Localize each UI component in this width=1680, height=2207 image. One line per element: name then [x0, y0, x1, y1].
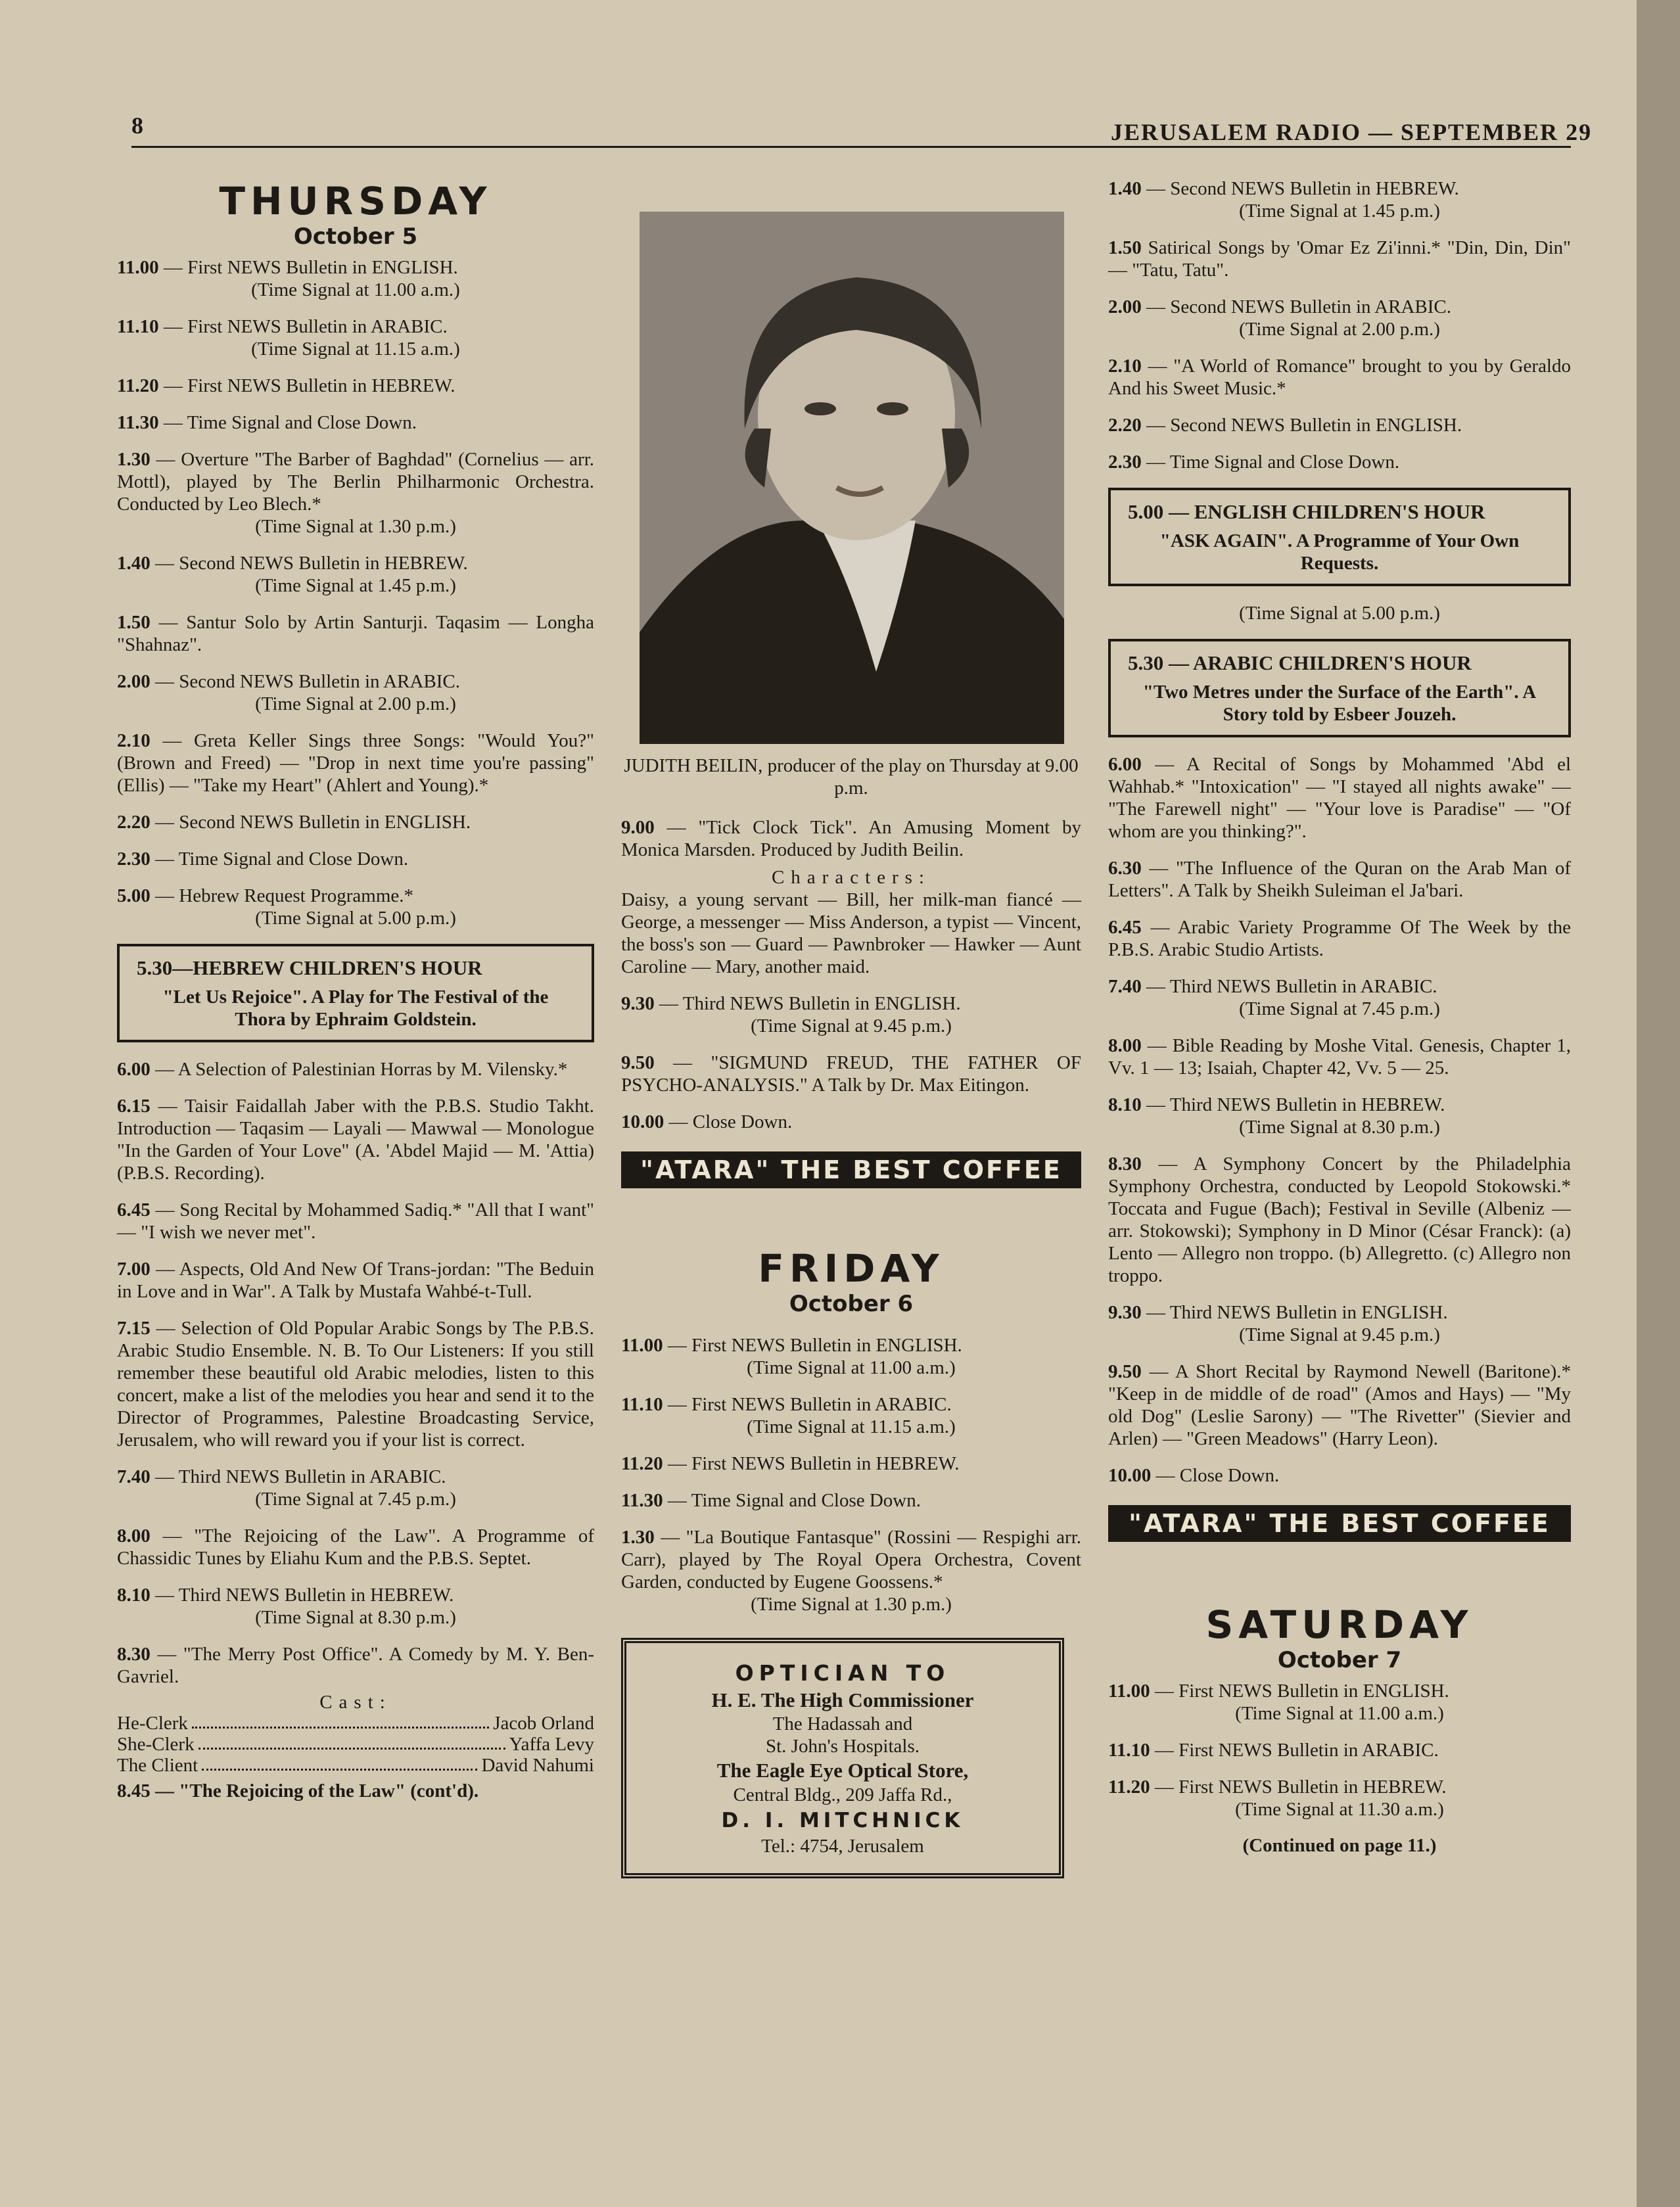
schedule-item	[117, 1258, 594, 1303]
schedule-text: — "The Merry Post Office". A Comedy by M. Y. Ben-Gavriel.	[117, 1644, 594, 1687]
day-date-thursday: October 5	[293, 223, 418, 250]
box-title: 5.30 — ARABIC CHILDREN'S HOUR	[1128, 651, 1472, 674]
thursday-schedule-evening	[117, 1058, 594, 1688]
schedule-time: 8.45	[117, 1780, 151, 1801]
schedule-signal: (Time Signal at 9.45 p.m.)	[1239, 1324, 1440, 1345]
schedule-text: — Third NEWS Bulletin in HEBREW.	[1146, 1094, 1445, 1115]
day-title-thursday: THURSDAY	[219, 179, 492, 223]
schedule-time: 6.00	[117, 1059, 151, 1080]
schedule-item	[1108, 414, 1571, 436]
thursday-schedule-continued	[621, 816, 1081, 861]
schedule-time: 1.40	[117, 553, 151, 574]
schedule-item	[117, 811, 594, 833]
running-title: JERUSALEM RADIO — SEPTEMBER 29	[1111, 119, 1593, 145]
box-body: "ASK AGAIN". A Programme of Your Own Requests.	[1159, 530, 1520, 574]
atara-coffee-ad: "ATARA" THE BEST COFFEE	[1108, 1505, 1571, 1542]
schedule-text: — Second NEWS Bulletin in HEBREW.	[1146, 178, 1459, 199]
page-number: 8	[131, 112, 143, 139]
schedule-text: — A Symphony Concert by the Philadelphia Symphony Orchestra, conducted by Leopold Stokowski.* Toccata and Fugue (Bach); Festival in Seville (Albeniz — arr. Stokowski); Symphony in D Minor (César Franck): (a) Lento — Allegro non troppo. (b) Allegretto. (c) Allegro non troppo.	[1108, 1153, 1572, 1286]
schedule-text: — Bible Reading by Moshe Vital. Genesis, Chapter 1, Vv. 1 — 13; Isaiah, Chapter 42, Vv. 5 — 25.	[1108, 1035, 1572, 1079]
schedule-text: — Third NEWS Bulletin in ENGLISH.	[659, 993, 961, 1014]
schedule-time: 8.10	[1108, 1094, 1142, 1115]
time-signal	[1108, 602, 1571, 624]
schedule-item	[117, 375, 594, 397]
thursday-schedule-late	[621, 992, 1081, 1133]
schedule-item	[117, 411, 594, 434]
schedule-text: — First NEWS Bulletin in ENGLISH.	[667, 1335, 962, 1356]
schedule-item	[621, 1526, 1081, 1615]
schedule-item	[1108, 1034, 1571, 1079]
schedule-text: — First NEWS Bulletin in HEBREW.	[667, 1453, 960, 1474]
schedule-time: 5.00	[117, 885, 151, 906]
continued-note: (Continued on page 11.)	[1242, 1835, 1437, 1856]
schedule-text: — First NEWS Bulletin in ARABIC.	[163, 316, 448, 337]
schedule-text: — Taisir Faidallah Jaber with the P.B.S. Studio Takht. Introduction — Taqasim — Layali — Mawwal — Monologue "In the Garden of Your Love" (A. 'Abdel Majid — M. 'Attia) (P.B.S. Recording).	[117, 1096, 595, 1184]
schedule-item	[117, 1466, 594, 1510]
schedule-text: — "A World of Romance" brought to you by Geraldo And his Sweet Music.*	[1108, 356, 1571, 399]
schedule-time: 1.40	[1108, 178, 1142, 199]
schedule-item	[117, 1584, 594, 1629]
schedule-time: 8.30	[1108, 1153, 1142, 1174]
schedule-time: 11.00	[621, 1335, 663, 1356]
schedule-time: 8.00	[117, 1525, 151, 1546]
schedule-text: — "Tick Clock Tick". An Amusing Moment by Monica Marsden. Produced by Judith Beilin.	[621, 817, 1081, 860]
cast-row	[117, 1713, 594, 1734]
schedule-text: — "The Influence of the Quran on the Arab Man of Letters". A Talk by Sheikh Suleiman el Ja'bari.	[1108, 858, 1571, 901]
optician-line: The Hadassah and	[772, 1713, 913, 1734]
cast-role: The Client	[117, 1755, 198, 1776]
schedule-text: — First NEWS Bulletin in ENGLISH.	[163, 257, 458, 278]
friday-schedule-afternoon	[1108, 177, 1571, 473]
optician-ad	[621, 1638, 1064, 1878]
hebrew-childrens-hour-box	[117, 944, 594, 1042]
schedule-text: — Third NEWS Bulletin in ENGLISH.	[1146, 1302, 1448, 1323]
schedule-signal: (Time Signal at 11.30 a.m.)	[1235, 1799, 1444, 1820]
schedule-item	[117, 315, 594, 360]
schedule-item	[117, 1780, 594, 1802]
characters-list: Daisy, a young servant — Bill, her milk-man fiancé — George, a messenger — Miss Anderson, a typist — Vincent, the boss's son — Guard — Pawnbroker — Hawker — Aunt Caroline — Mary, another maid.	[621, 889, 1081, 977]
optician-line: Central Bldg., 209 Jaffa Rd.,	[733, 1784, 952, 1805]
schedule-item	[117, 1095, 594, 1184]
dot-leader	[202, 1755, 477, 1771]
box-body: "Two Metres under the Surface of the Earth". A Story told by Esbeer Jouzeh.	[1142, 682, 1537, 725]
schedule-text: — Time Signal and Close Down.	[667, 1490, 921, 1511]
schedule-text: — Third NEWS Bulletin in ARABIC.	[155, 1466, 446, 1487]
schedule-item	[117, 730, 594, 797]
schedule-time: 8.10	[117, 1585, 151, 1606]
schedule-item	[1108, 177, 1571, 222]
schedule-text: — Third NEWS Bulletin in HEBREW.	[155, 1585, 454, 1606]
schedule-text: — Time Signal and Close Down.	[155, 848, 409, 870]
schedule-text: — Third NEWS Bulletin in ARABIC.	[1146, 976, 1437, 997]
schedule-text: Satirical Songs by 'Omar Ez Zi'inni.* "Din, Din, Din" — "Tatu, Tatu".	[1108, 237, 1572, 281]
schedule-signal: (Time Signal at 11.00 a.m.)	[1235, 1703, 1444, 1724]
cast-role: He-Clerk	[117, 1713, 188, 1734]
schedule-signal: (Time Signal at 11.00 a.m.)	[251, 279, 460, 300]
schedule-time: 11.00	[1108, 1681, 1150, 1702]
box-body: "Let Us Rejoice". A Play for The Festival of the Thora by Ephraim Goldstein.	[162, 987, 549, 1030]
schedule-signal: (Time Signal at 11.00 a.m.)	[747, 1357, 956, 1378]
schedule-text: — Hebrew Request Programme.*	[155, 885, 414, 906]
schedule-time: 2.00	[1108, 296, 1142, 317]
schedule-text: — Overture "The Barber of Baghdad" (Cornelius — arr. Mottl), played by The Berlin Philharmonic Orchestra. Conducted by Leo Blech.*	[117, 449, 594, 515]
schedule-signal: (Time Signal at 5.00 p.m.)	[1239, 603, 1440, 624]
schedule-time: 9.30	[621, 993, 655, 1014]
schedule-item	[1108, 1464, 1571, 1487]
schedule-time: 6.15	[117, 1096, 151, 1117]
schedule-item	[117, 552, 594, 597]
header-rule	[131, 146, 1571, 148]
arabic-childrens-hour-box	[1108, 639, 1571, 737]
schedule-time: 8.30	[117, 1644, 151, 1665]
schedule-time: 10.00	[621, 1111, 665, 1132]
schedule-time: 7.40	[1108, 976, 1142, 997]
friday-schedule	[621, 1334, 1081, 1615]
schedule-item	[1108, 296, 1571, 340]
cast-actor: Yaffa Levy	[509, 1734, 594, 1755]
day-title-friday: FRIDAY	[758, 1246, 945, 1291]
schedule-item	[1108, 1153, 1571, 1287]
schedule-item	[1108, 355, 1571, 400]
schedule-signal: (Time Signal at 11.15 a.m.)	[747, 1416, 956, 1437]
thursday-column	[117, 177, 594, 1817]
schedule-item	[1108, 1680, 1571, 1725]
cast-role: She-Clerk	[117, 1734, 195, 1755]
schedule-item	[117, 848, 594, 870]
schedule-text: — A Short Recital by Raymond Newell (Baritone).* "Keep in de middle of de road" (Amos and Hays) — "My old Dog" (Leslie Sarony) — "The Rivetter" (Sievier and Arlen) — "Green Meadows" (Harry Leon).	[1108, 1361, 1571, 1449]
schedule-item	[117, 1317, 594, 1451]
schedule-signal: (Time Signal at 7.45 p.m.)	[1239, 998, 1440, 1019]
english-childrens-hour-box	[1108, 488, 1571, 586]
optician-line: D. I. MITCHNICK	[721, 1809, 964, 1832]
schedule-signal: (Time Signal at 7.45 p.m.)	[255, 1489, 456, 1510]
schedule-item	[1108, 1094, 1571, 1138]
schedule-time: 11.30	[117, 412, 159, 433]
schedule-time: 11.10	[117, 316, 159, 337]
middle-column	[621, 177, 1081, 1878]
schedule-text: — "SIGMUND FREUD, THE FATHER OF PSYCHO-ANALYSIS." A Talk by Dr. Max Eitingon.	[621, 1052, 1082, 1096]
schedule-text: — Santur Solo by Artin Santurji. Taqasim — Longha "Shahnaz".	[117, 612, 594, 655]
page-edge	[1637, 0, 1680, 2207]
schedule-item	[1108, 1301, 1571, 1346]
schedule-text: — First NEWS Bulletin in ARABIC.	[667, 1394, 952, 1415]
schedule-time: 6.00	[1108, 754, 1142, 775]
schedule-time: 6.30	[1108, 858, 1142, 879]
schedule-time: 7.40	[117, 1466, 151, 1487]
schedule-text: — Second NEWS Bulletin in HEBREW.	[155, 553, 468, 574]
schedule-text: — Selection of Old Popular Arabic Songs by The P.B.S. Arabic Studio Ensemble. N. B. To Our Listeners: If you still remember these beautiful old Arabic melodies, listen to this concert, make a list of the melodies you hear and send it to the Director of Programmes, Palestine Broadcasting Service, Jerusalem, who will reward you if your list is correct.	[117, 1318, 594, 1451]
schedule-text: — Time Signal and Close Down.	[163, 412, 417, 433]
dot-leader	[198, 1734, 505, 1750]
schedule-text: — "The Rejoicing of the Law" (cont'd).	[155, 1780, 479, 1801]
schedule-signal: (Time Signal at 11.15 a.m.)	[251, 338, 460, 360]
schedule-text: — Time Signal and Close Down.	[1146, 452, 1400, 473]
schedule-item	[117, 256, 594, 301]
schedule-signal: (Time Signal at 1.30 p.m.)	[751, 1594, 952, 1615]
schedule-text: — First NEWS Bulletin in HEBREW.	[163, 375, 455, 396]
schedule-item	[1108, 857, 1571, 902]
schedule-text: — Second NEWS Bulletin in ARABIC.	[155, 671, 460, 692]
schedule-item	[117, 611, 594, 656]
schedule-time: 1.30	[117, 449, 151, 470]
schedule-time: 2.30	[117, 848, 151, 870]
schedule-text: — Second NEWS Bulletin in ENGLISH.	[155, 812, 471, 833]
optician-line: St. John's Hospitals.	[765, 1736, 920, 1757]
optician-line: H. E. The High Commissioner	[711, 1688, 974, 1711]
schedule-item	[1108, 1739, 1571, 1761]
schedule-time: 8.00	[1108, 1035, 1142, 1056]
schedule-text: — Greta Keller Sings three Songs: "Would You?" (Brown and Freed) — "Drop in next time you're passing" (Ellis) — "Take my Heart" (Ahlert and Young).*	[117, 730, 594, 796]
cast-list	[117, 1713, 594, 1776]
photo-caption: JUDITH BEILIN, producer of the play on Thursday at 9.00 p.m.	[624, 755, 1079, 799]
optician-line: OPTICIAN TO	[735, 1660, 950, 1686]
schedule-time: 1.50	[1108, 237, 1142, 258]
schedule-signal: (Time Signal at 1.30 p.m.)	[255, 516, 456, 537]
schedule-signal: (Time Signal at 8.30 p.m.)	[255, 1607, 456, 1628]
schedule-item	[621, 992, 1081, 1037]
atara-coffee-ad: "ATARA" THE BEST COFFEE	[621, 1151, 1081, 1188]
saturday-schedule	[1108, 1680, 1571, 1821]
schedule-text: — "The Rejoicing of the Law". A Programme of Chassidic Tunes by Eliahu Kum and the P.B.S. Septet.	[117, 1525, 594, 1569]
schedule-signal: (Time Signal at 9.45 p.m.)	[751, 1015, 952, 1036]
schedule-signal: (Time Signal at 8.30 p.m.)	[1239, 1117, 1440, 1138]
characters-heading: Characters:	[771, 867, 931, 888]
schedule-text: — First NEWS Bulletin in ARABIC.	[1154, 1740, 1439, 1761]
schedule-time: 9.50	[621, 1052, 655, 1073]
dot-leader	[192, 1713, 489, 1729]
box-title: 5.00 — ENGLISH CHILDREN'S HOUR	[1128, 500, 1485, 523]
schedule-item	[621, 1393, 1081, 1438]
schedule-item	[1108, 451, 1571, 473]
schedule-item	[117, 670, 594, 715]
spacer	[1108, 1562, 1571, 1601]
schedule-signal: (Time Signal at 1.45 p.m.)	[1239, 200, 1440, 221]
day-date-friday: October 6	[789, 1291, 914, 1317]
schedule-text: — First NEWS Bulletin in HEBREW.	[1154, 1777, 1447, 1798]
schedule-item	[117, 1525, 594, 1569]
schedule-time: 2.20	[117, 812, 151, 833]
schedule-item	[1108, 1360, 1571, 1450]
schedule-item	[621, 816, 1081, 861]
schedule-time: 2.10	[1108, 356, 1142, 377]
schedule-text: — Close Down.	[1155, 1465, 1280, 1486]
portrait-image	[640, 212, 1064, 744]
box-title: 5.30—HEBREW CHILDREN'S HOUR	[137, 956, 482, 979]
schedule-text: — Second NEWS Bulletin in ENGLISH.	[1146, 415, 1462, 436]
schedule-item	[1108, 975, 1571, 1020]
schedule-time: 6.45	[117, 1199, 151, 1220]
schedule-item	[621, 1052, 1081, 1096]
schedule-item	[1108, 1776, 1571, 1821]
schedule-time: 2.20	[1108, 415, 1142, 436]
characters-block	[621, 866, 1081, 978]
schedule-time: 11.20	[117, 375, 159, 396]
cast-block	[117, 1692, 594, 1776]
schedule-item	[1108, 753, 1571, 843]
schedule-text: — Aspects, Old And New Of Trans-jordan: "The Beduin in Love and in War". A Talk by Mustafa Wahbé-t-Tull.	[117, 1259, 594, 1302]
schedule-item	[621, 1334, 1081, 1379]
schedule-time: 2.10	[117, 730, 151, 751]
schedule-time: 7.00	[117, 1259, 151, 1280]
schedule-time: 1.50	[117, 612, 151, 633]
schedule-time: 9.50	[1108, 1361, 1142, 1382]
schedule-time: 7.15	[117, 1318, 151, 1339]
optician-line: Tel.: 4754, Jerusalem	[761, 1836, 924, 1857]
portrait-photo	[640, 212, 1064, 744]
schedule-text: — Song Recital by Mohammed Sadiq.* "All that I want" — "I wish we never met".	[117, 1199, 594, 1243]
schedule-text: — "La Boutique Fantasque" (Rossini — Respighi arr. Carr), played by The Royal Opera Orchestra, Covent Garden, conducted by Eugene Goossens.*	[621, 1527, 1082, 1592]
cast-row	[117, 1755, 594, 1776]
cast-actor: David Nahumi	[481, 1755, 594, 1776]
schedule-time: 11.20	[1108, 1777, 1150, 1798]
schedule-time: 2.30	[1108, 452, 1142, 473]
schedule-item	[621, 1111, 1081, 1133]
schedule-text: — A Recital of Songs by Mohammed 'Abd el Wahhab.* "Intoxication" — "I stayed all nights awake" — "The Farewell night" — "Your love is Paradise" — "Of whom are you thinking?".	[1108, 754, 1571, 842]
schedule-item	[117, 1643, 594, 1688]
schedule-time: 11.20	[621, 1453, 663, 1474]
schedule-time: 9.00	[621, 817, 655, 838]
cast-row	[117, 1734, 594, 1755]
schedule-time: 11.30	[621, 1490, 663, 1511]
schedule-time: 6.45	[1108, 917, 1142, 938]
schedule-time: 1.30	[621, 1527, 655, 1548]
schedule-time: 11.00	[117, 257, 159, 278]
schedule-time: 11.10	[1108, 1740, 1150, 1761]
schedule-item	[117, 1058, 594, 1080]
schedule-signal: (Time Signal at 2.00 p.m.)	[255, 693, 456, 714]
schedule-item	[117, 448, 594, 538]
schedule-item	[621, 1489, 1081, 1512]
schedule-text: — Close Down.	[668, 1111, 793, 1132]
friday-schedule-evening	[1108, 753, 1571, 1487]
schedule-signal: (Time Signal at 1.45 p.m.)	[255, 575, 456, 596]
schedule-item	[621, 1452, 1081, 1475]
schedule-time: 9.30	[1108, 1302, 1142, 1323]
schedule-time: 2.00	[117, 671, 151, 692]
cast-actor: Jacob Orland	[493, 1713, 594, 1734]
optician-line: The Eagle Eye Optical Store,	[716, 1759, 969, 1782]
schedule-text: — A Selection of Palestinian Horras by M. Vilensky.*	[155, 1059, 568, 1080]
schedule-item	[1108, 237, 1571, 281]
day-title-saturday: SATURDAY	[1205, 1602, 1474, 1647]
schedule-signal: (Time Signal at 2.00 p.m.)	[1239, 319, 1440, 340]
friday-saturday-column	[1108, 177, 1571, 1857]
schedule-item	[1108, 916, 1571, 961]
schedule-signal: (Time Signal at 5.00 p.m.)	[255, 908, 456, 929]
schedule-item	[117, 885, 594, 929]
schedule-item	[117, 1199, 594, 1243]
schedule-time: 10.00	[1108, 1465, 1152, 1486]
schedule-text: — Second NEWS Bulletin in ARABIC.	[1146, 296, 1451, 317]
day-date-saturday: October 7	[1277, 1647, 1402, 1673]
schedule-time: 11.10	[621, 1394, 663, 1415]
thursday-schedule	[117, 256, 594, 929]
cast-heading: Cast:	[319, 1692, 392, 1713]
schedule-text: — Arabic Variety Programme Of The Week by the P.B.S. Arabic Studio Artists.	[1108, 917, 1572, 960]
schedule-text: — First NEWS Bulletin in ENGLISH.	[1154, 1681, 1449, 1702]
